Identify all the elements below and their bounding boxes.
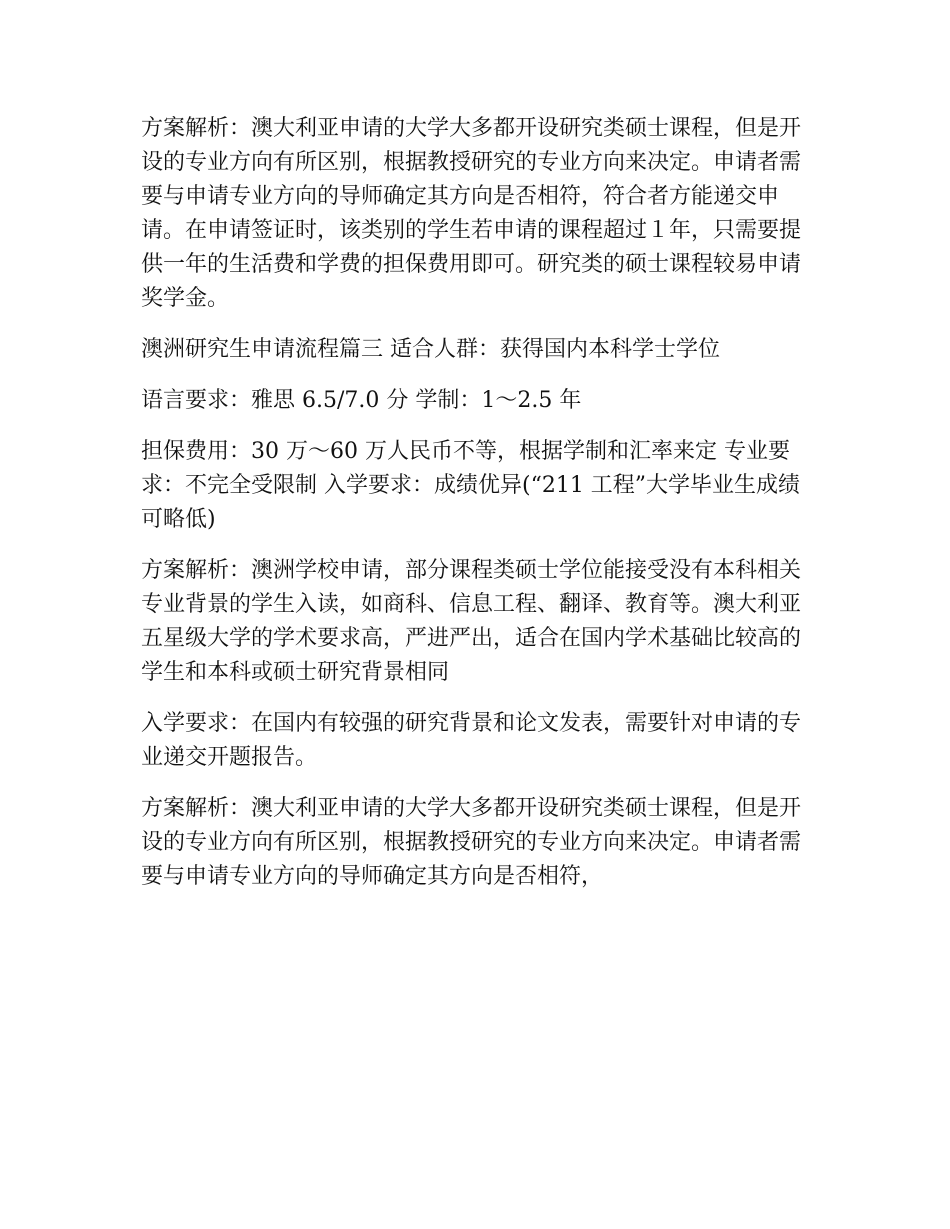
paragraph-analysis-research: 方案解析：澳大利亚申请的大学大多都开设研究类硕士课程，但是开设的专业方向有所区别，根据教授研究的专业方向来决定。申请者需要与申请专业方向的导师确定其方向是否相符，符合者方能递交申请。在申请签证时，该类别的学生若申请的课程超过１年，只需要提供一年的生活费和学费的担保费用即可。研究类的硕士课程较易申请奖学金。	[141, 116, 802, 311]
paragraph-guarantee-fee: 担保费用：30 万～60 万人民币不等，根据学制和汇率来定 专业要求：不完全受限制 入学要求：成绩优异(“211 工程”大学毕业生成绩可略低)	[141, 439, 801, 532]
paragraph-admission-requirement: 入学要求：在国内有较强的研究背景和论文发表，需要针对申请的专业递交开题报告。	[141, 711, 802, 770]
document-body	[141, 112, 821, 911]
paragraph-section-heading: 澳洲研究生申请流程篇三 适合人群：获得国内本科学士学位	[141, 337, 720, 362]
paragraph-analysis-research-repeat: 方案解析：澳大利亚申请的大学大多都开设研究类硕士课程，但是开设的专业方向有所区别，根据教授研究的专业方向来决定。申请者需要与申请专业方向的导师确定其方向是否相符，	[141, 796, 802, 889]
paragraph-language-requirement: 语言要求：雅思 6.5/7.0 分 学制：1～2.5 年	[141, 388, 582, 413]
paragraph-analysis-coursework: 方案解析：澳洲学校申请，部分课程类硕士学位能接受没有本科相关专业背景的学生入读，如商科、信息工程、翻译、教育等。澳大利亚五星级大学的学术要求高，严进严出，适合在国内学术基础比较高的学生和本科或硕士研究背景相同	[141, 558, 802, 685]
